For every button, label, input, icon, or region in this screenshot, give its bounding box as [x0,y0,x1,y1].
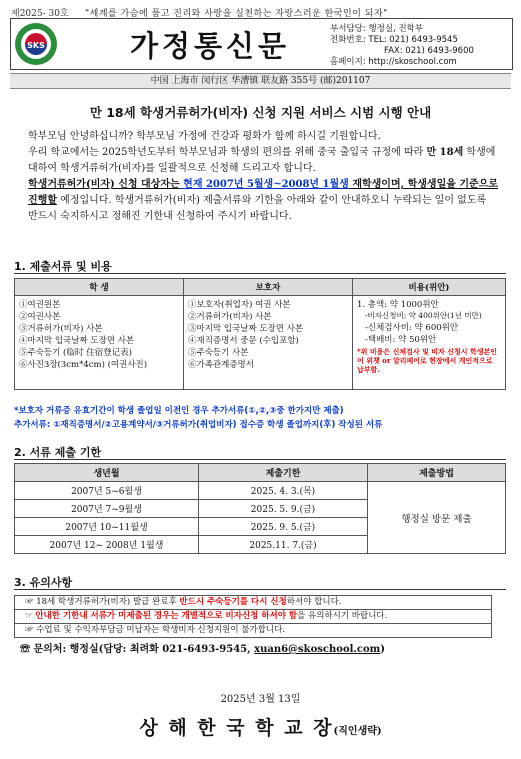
deadline-cell: 2025. 4. 3.(목) [199,482,368,500]
caution-item: ☞ 안내한 기한내 서류가 미제출된 경우는 개별적으로 비자신청 하셔야 함을 유의하시기 바랍니다. [14,609,492,624]
cost-details: 1. 총액: 약 1000위안 -비자신청비: 약 400위안(1년 미만) -신체검사비: 약 600위안 -택배비: 약 50위안 *위 비용은 신체검사 및 비자 신청시 학생본인이 위챗 or 알리페이로 현장에서 개인적으로 납부함. [353,296,506,390]
birth-cell: 2007년 12~ 2008년 1월생 [15,536,199,554]
col-guardian: 보호자 [184,279,353,296]
school-address: 中国 上海市 闵行区 华漕镇 联友路 355号 (邮)201107 [10,73,511,89]
guardian-documents: ①보호자(취업자) 여권 사본 ②거류허가(비자) 사본 ③마지막 입국날짜 도장면 사본 ④재직증명서 중문 (수입포함) ⑤주숙등기 사본 ⑥가족관계증명서 [184,296,353,390]
newsletter-title: 가정통신문 [130,29,291,63]
svg-text:SKS: SKS [27,41,45,50]
birth-cell: 2007년 10~11월생 [15,518,199,536]
birth-cell: 2007년 5~6월생 [15,482,199,500]
caution-item: ☞ 18세 학생거류허가(비자) 발급 완료후 반드시 주숙등기를 다시 신청하셔야 합니다. [14,595,492,610]
deadline-cell: 2025. 5. 9.(금) [199,500,368,518]
intro-paragraph: 우리 학교에서는 2025학년도부터 학부모님과 학생의 편의를 위해 중국 출입국 규정에 따라 만 18세 학생에 대하여 학생거류허가(비자)를 일괄적으로 신청해 드리고자 합니다. [28,147,496,174]
divider [14,273,506,274]
birth-cell: 2007년 7~9월생 [15,500,199,518]
deadline-cell: 2025. 9. 5.(금) [199,518,368,536]
section-2-title: 2. 서류 제출 기한 [14,446,102,459]
contact-line: ☏ 문의처: 행정실(담당: 최려화 021-6493-9545, xuan6@skoschool.com) [20,644,385,655]
col-birth: 생년월 [15,464,199,482]
deadline-cell: 2025.11. 7.(금) [199,536,368,554]
extra-docs-note: *보호자 거류증 유효기간이 학생 졸업일 이전인 경우 추가서류(①,②,③중 한가지만 제출) [14,406,344,416]
document-title: 만 18세 학생거류허가(비자) 신청 지원 서비스 시범 시행 안내 [89,105,432,120]
school-motto: "세계를 가슴에 품고 진리와 사랑을 실천하는 자랑스러운 한국인이 되자" [85,9,388,19]
documents-table [14,278,506,390]
student-documents: ①여권원본 ②여권사본 ③거류허가(비자) 사본 ④마지막 입국날짜 도장면 사본 ⑤주숙등기 (临时 住宿登记表) ⑥사진3장(3cm*4cm) (여권사진) [15,296,184,390]
col-method: 제출방법 [368,464,506,482]
divider [14,459,506,460]
contact-info-box: 부서담당: 행정실, 진학부 전화번호: TEL: 021) 6493-9545 FAX: 021) 6493-9600 홈페이지: http://skoschool.com [330,24,474,67]
extra-docs-list: 추가서류: ①재직증명서/②고용계약서/③거류허가(취업비자) 접수증 학생 졸업까지(후) 작성된 서류 [14,420,383,430]
section-1-title: 1. 제출서류 및 비용 [14,260,112,273]
section-3-title: 3. 유의사항 [14,576,73,589]
signature: 상 해 한 국 학 교 장(직인생략) [139,717,382,739]
submission-method: 행정실 방문 제출 [368,482,506,554]
col-cost: 비용(위안) [353,279,506,296]
contact-email[interactable]: xuan6@skoschool.com [254,644,381,655]
caution-item: ☞ 수업료 및 수익자부담금 미납자는 학생비자 신청지원이 불가합니다. [14,623,492,638]
caution-list [14,595,492,637]
col-deadline: 제출기한 [199,464,368,482]
issue-number: 제2025- 30호 [11,9,69,19]
target-paragraph: 학생거류허가(비자) 신청 대상자는 현재 2007년 5월생~2008년 1월생 재학생이며, 학생생일을 기준으로 진행할 예정입니다. 학생거류허가(비자) 제출서류와 기한을 아래와 같이 안내하오니 누락되는 일이 없도록 반드시 숙지하시고 정해진 기한내 신청하여 주시기 바랍니다. [28,179,499,222]
deadline-table [14,463,506,554]
school-logo [14,22,58,66]
greeting: 학부모님 안녕하십니까? 학부모님 가정에 건강과 평화가 함께 하시길 기원합니다. [28,131,381,142]
divider [14,589,506,590]
col-student: 학 생 [15,279,184,296]
issue-date: 2025년 3월 13일 [220,694,301,705]
